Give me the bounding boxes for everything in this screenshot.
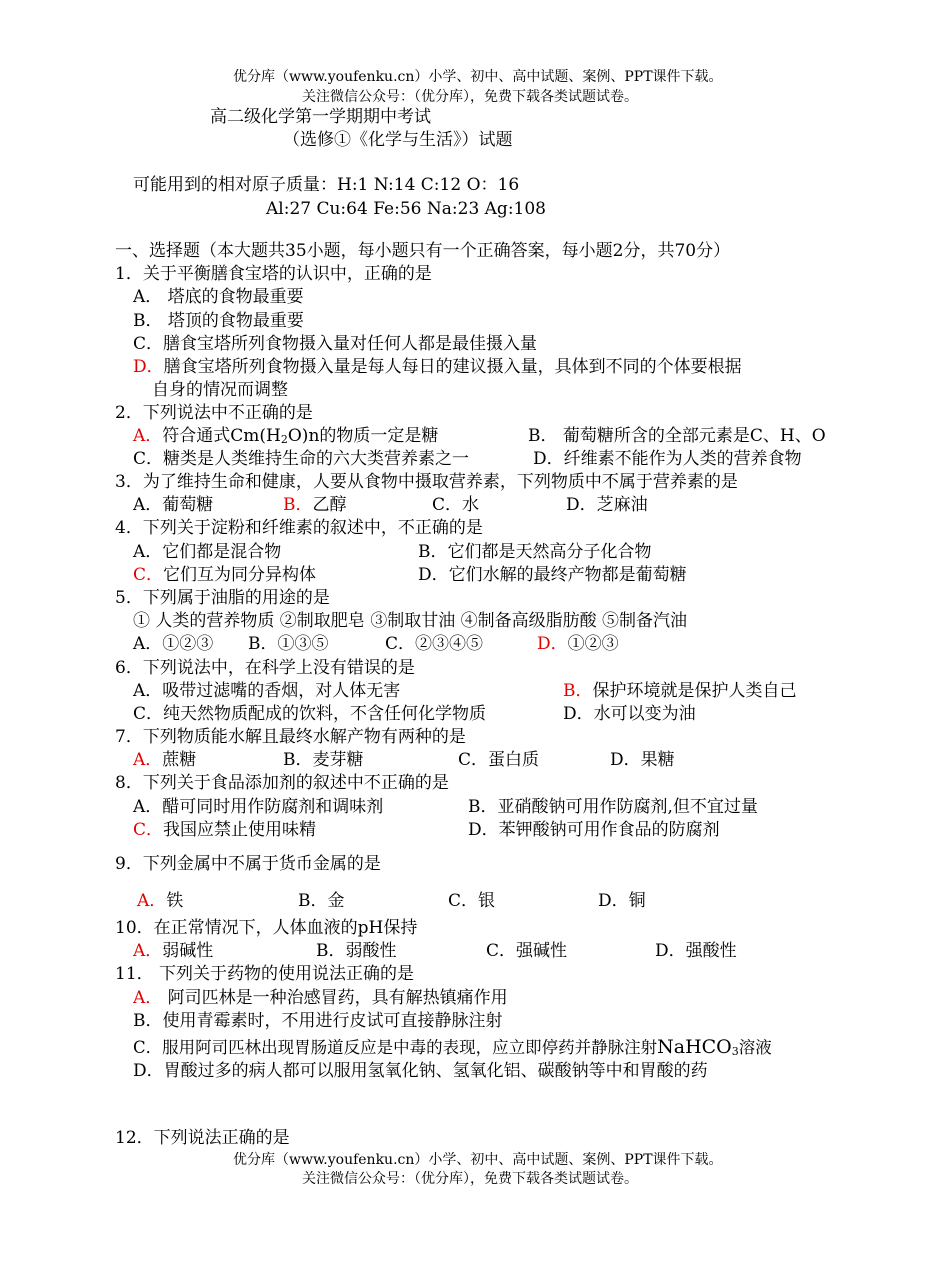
q2-option-a-text-1: 符合通式Cm(H <box>162 426 281 446</box>
q4-stem: 4．下列关于淀粉和纤维素的叙述中，不正确的是 <box>115 518 483 538</box>
q4-option-c <box>133 564 316 586</box>
q5-option-b: B．①③⑤ <box>248 634 329 654</box>
q1-option-a: A． 塔底的食物最重要 <box>133 287 304 307</box>
q3-answer-mark: B． <box>283 495 313 515</box>
q3-option-c: C．水 <box>432 495 480 515</box>
q1-answer-mark: D． <box>133 357 164 377</box>
q8-stem: 8．下列关于食品添加剂的叙述中不正确的是 <box>115 773 449 793</box>
q7-stem: 7．下列物质能水解且最终水解产物有两种的是 <box>115 727 466 747</box>
q6-answer-mark: B． <box>563 681 593 701</box>
q9-option-a-text: 铁 <box>166 891 184 911</box>
q1-option-b: B． 塔顶的食物最重要 <box>133 311 304 331</box>
q9-stem: 9．下列金属中不属于货币金属的是 <box>115 854 381 874</box>
footer-line-1: 优分库（www.youfenku.cn）小学、初中、高中试题、案例、PPT课件下载。 <box>233 1152 723 1168</box>
q1-option-c: C．膳食宝塔所列食物摄入量对任何人都是最佳摄入量 <box>133 334 538 354</box>
q2-option-a-text-2: O)n的物质一定是糖 <box>287 426 439 446</box>
q6-option-a: A．吸带过滤嘴的香烟，对人体无害 <box>133 681 401 701</box>
q7-option-a <box>133 749 196 771</box>
q9-option-d: D．铜 <box>598 891 646 911</box>
q1-option-d <box>133 356 742 378</box>
q2-option-a-subscript: 2 <box>280 433 288 446</box>
q9-option-b: B．金 <box>298 891 345 911</box>
footer-line-2: 关注微信公众号：（优分库），免费下载各类试题试卷。 <box>302 1171 638 1187</box>
q11-option-d: D．胃酸过多的病人都可以服用氢氧化钠、氢氧化铝、碳酸钠等中和胃酸的药 <box>133 1061 708 1081</box>
q8-option-c-text: 我国应禁止使用味精 <box>163 820 317 840</box>
q11-option-a <box>133 987 508 1009</box>
q8-option-b: B．亚硝酸钠可用作防腐剂,但不宜过量 <box>468 797 758 817</box>
q11-option-c-formula: NaHCO <box>657 1036 732 1058</box>
q10-option-c: C．强碱性 <box>486 941 568 961</box>
q6-option-b-text: 保护环境就是保护人类自己 <box>592 681 797 701</box>
q2-option-d: D．纤维素不能作为人类的营养食物 <box>533 449 802 469</box>
q3-option-b-text: 乙醇 <box>312 495 347 515</box>
q1-stem: 1．关于平衡膳食宝塔的认识中，正确的是 <box>115 264 432 284</box>
q10-option-b: B．弱酸性 <box>316 941 397 961</box>
q11-option-c-subscript: 3 <box>731 1045 739 1058</box>
q4-option-a: A．它们都是混合物 <box>133 542 282 562</box>
q8-option-c <box>133 819 316 841</box>
q5-items: ① 人类的营养物质 ②制取肥皂 ③制取甘油 ④制备高级脂肪酸 ⑤制备汽油 <box>133 611 688 631</box>
header-line-1: 优分库（www.youfenku.cn）小学、初中、高中试题、案例、PPT课件下载。 <box>233 69 723 85</box>
atomic-mass-line-1: 可能用到的相对原子质量：H:1 N:14 C:12 O：16 <box>133 175 520 195</box>
q2-option-c: C．糖类是人类维持生命的六大类营养素之一 <box>133 449 470 469</box>
header-line-2: 关注微信公众号：（优分库），免费下载各类试题试卷。 <box>302 89 638 105</box>
q11-stem: 11． 下列关于药物的使用说法正确的是 <box>115 964 415 984</box>
q11-option-c-text-1: C．服用阿司匹林出现胃肠道反应是中毒的表现，应立即停药并静脉注射 <box>133 1038 658 1057</box>
q5-option-c: C．②③④⑤ <box>385 634 484 654</box>
q3-stem: 3．为了维持生命和健康，人要从食物中摄取营养素，下列物质中不属于营养素的是 <box>115 472 738 492</box>
q3-option-b <box>283 494 347 516</box>
q7-answer-mark: A． <box>133 750 163 770</box>
q1-option-d-text: 膳食宝塔所列食物摄入量是每人每日的建议摄入量，具体到不同的个体要根据 <box>163 357 742 377</box>
q4-option-b: B．它们都是天然高分子化合物 <box>418 542 652 562</box>
q11-option-b: B．使用青霉素时，不用进行皮试可直接静脉注射 <box>133 1011 503 1031</box>
q11-option-c <box>133 1036 772 1063</box>
q2-stem: 2．下列说法中不正确的是 <box>115 403 313 423</box>
q7-option-c: C．蛋白质 <box>458 750 540 770</box>
q1-option-d-cont: 自身的情况而调整 <box>152 380 288 400</box>
q6-option-b <box>563 680 797 702</box>
q2-answer-mark: A． <box>133 426 163 446</box>
q9-option-c: C．银 <box>448 891 496 911</box>
q10-answer-mark: A． <box>133 941 163 961</box>
q6-option-c: C．纯天然物质配成的饮料，不含任何化学物质 <box>133 704 487 724</box>
q9-option-a <box>137 890 183 912</box>
q10-option-a-text: 弱碱性 <box>162 941 214 961</box>
q7-option-b: B．麦芽糖 <box>283 750 364 770</box>
q8-answer-mark: C． <box>133 820 164 840</box>
q5-stem: 5．下列属于油脂的用途的是 <box>115 588 330 608</box>
section-heading: 一、选择题（本大题共35小题，每小题只有一个正确答案，每小题2分，共70分） <box>115 241 731 261</box>
exam-subtitle: （选修①《化学与生活》）试题 <box>283 130 513 150</box>
q8-option-d: D．苯钾酸钠可用作食品的防腐剂 <box>468 820 720 840</box>
q6-option-d: D．水可以变为油 <box>563 704 696 724</box>
q2-option-b: B． 葡萄糖所含的全部元素是C、H、O <box>528 426 826 446</box>
exam-title: 高二级化学第一学期期中考试 <box>210 107 431 127</box>
q4-option-d: D．它们水解的最终产物都是葡萄糖 <box>418 565 687 585</box>
q5-answer-mark: D． <box>537 634 568 654</box>
q12-stem: 12．下列说法正确的是 <box>115 1128 290 1148</box>
q11-option-a-text: 阿司匹林是一种治感冒药，具有解热镇痛作用 <box>162 988 508 1008</box>
q9-answer-mark: A． <box>137 891 167 911</box>
q6-stem: 6．下列说法中，在科学上没有错误的是 <box>115 658 415 678</box>
q5-option-d <box>537 633 619 655</box>
q4-answer-mark: C． <box>133 565 164 585</box>
q4-option-c-text: 它们互为同分异构体 <box>163 565 317 585</box>
atomic-mass-line-2: Al:27 Cu:64 Fe:56 Na:23 Ag:108 <box>266 199 546 219</box>
q5-option-a: A．①②③ <box>133 634 214 654</box>
q5-option-d-text: ①②③ <box>567 634 619 654</box>
q3-option-d: D．芝麻油 <box>566 495 648 515</box>
q10-stem: 10．在正常情况下，人体血液的pH保持 <box>115 918 418 938</box>
q11-answer-mark: A． <box>133 988 163 1008</box>
q7-option-a-text: 蔗糖 <box>162 750 197 770</box>
q10-option-d: D．强酸性 <box>655 941 737 961</box>
q8-option-a: A．醋可同时用作防腐剂和调味剂 <box>133 797 384 817</box>
q11-option-c-text-2: 溶液 <box>738 1038 772 1057</box>
q3-option-a: A．葡萄糖 <box>133 495 214 515</box>
q7-option-d: D．果糖 <box>610 750 675 770</box>
q10-option-a <box>133 940 213 962</box>
